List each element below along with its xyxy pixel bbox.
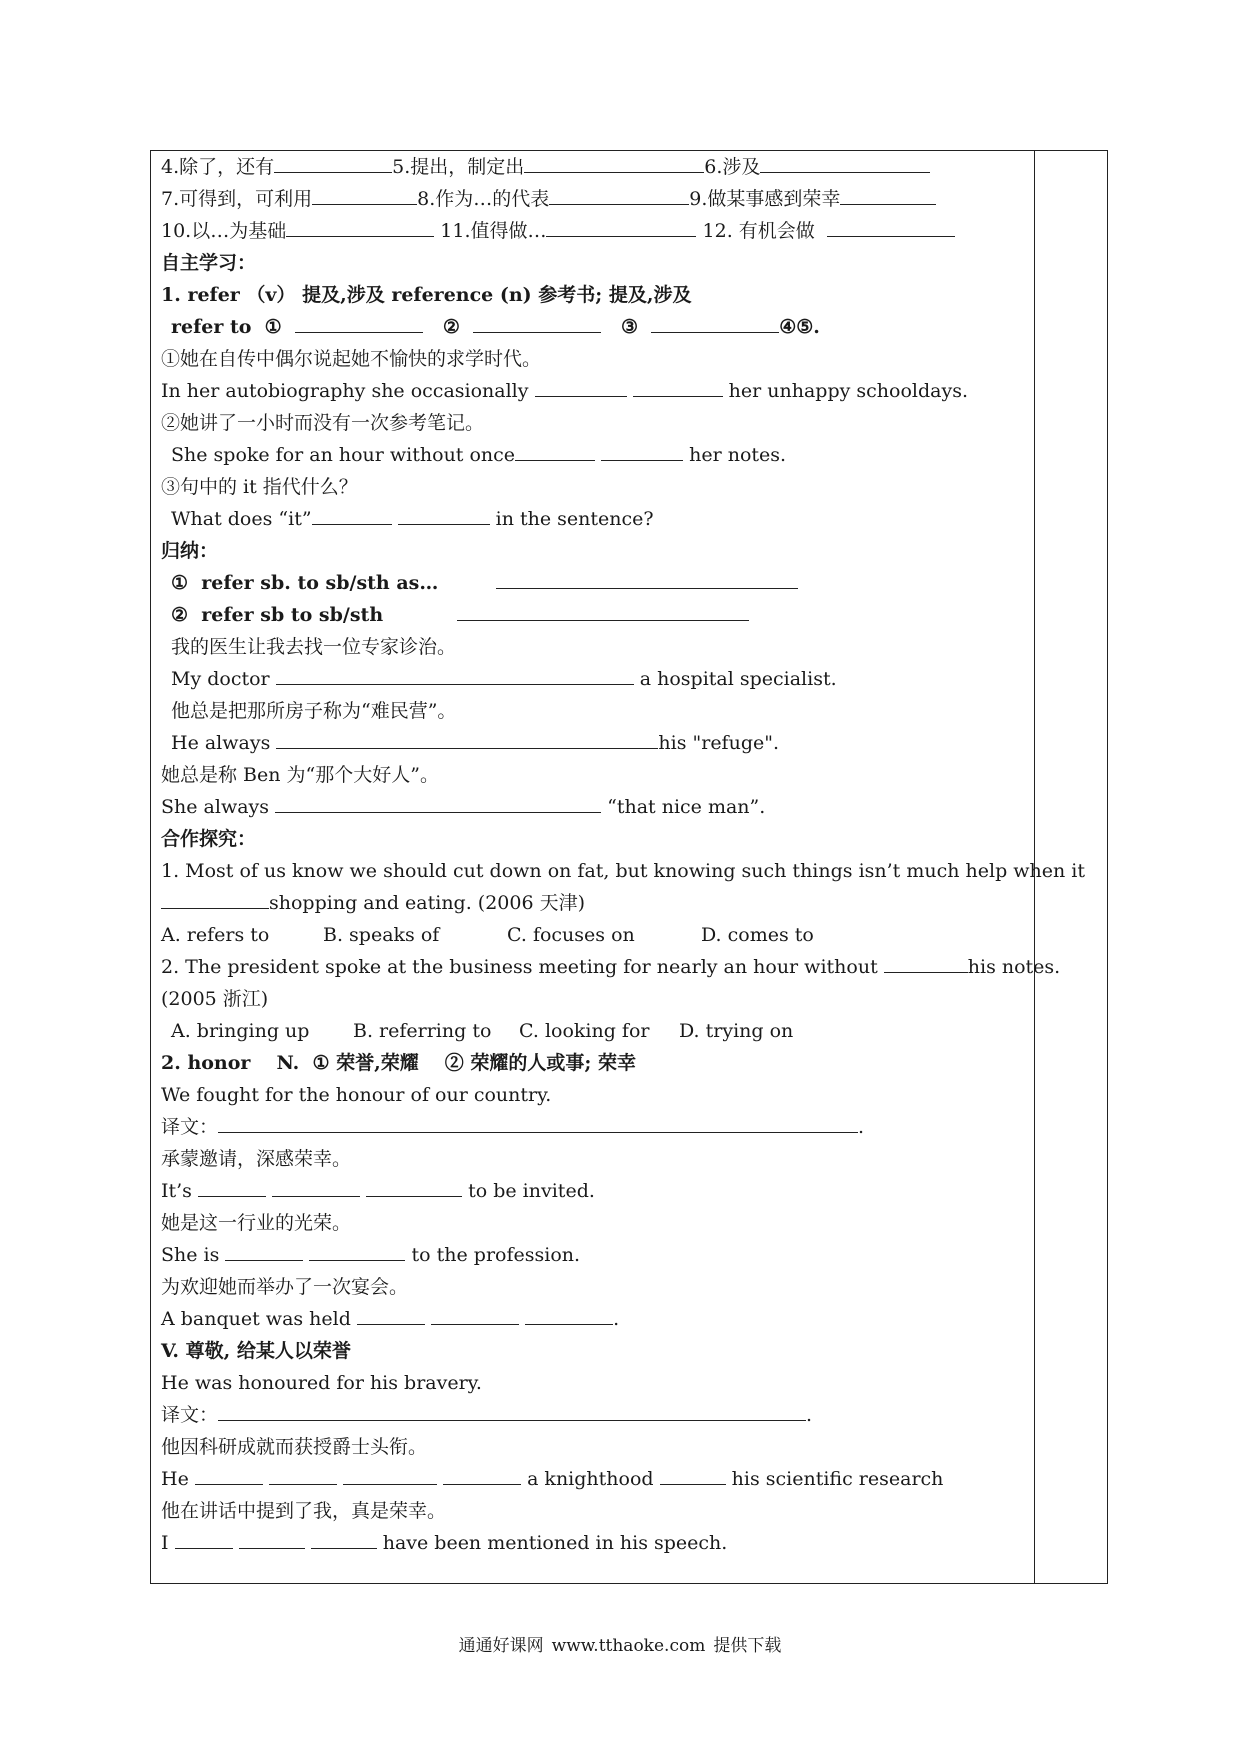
blank[interactable] [431,1307,519,1325]
honor-example-4-chinese: 为欢迎她而举办了一次宴会。 [161,1276,409,1298]
blank[interactable] [269,1467,337,1485]
circled-2: ② [442,316,460,338]
circled-3: ③ [620,316,638,338]
honor-noun-heading: 2. honor N. ① 荣誉,荣耀 ② 荣耀的人或事; 荣幸 [161,1052,636,1074]
option-d[interactable]: D. trying on [679,1020,794,1042]
section-heading-self-study: 自主学习： [161,252,257,274]
blank[interactable] [496,571,798,589]
honor-example-2-chinese: 承蒙邀请，深感荣幸。 [161,1148,352,1170]
vocab-item-8: 8.作为…的代表 [417,188,550,210]
vocab-row-3 [161,218,955,244]
blank[interactable] [660,1467,726,1485]
vocab-item-4: 4.除了，还有 [161,156,275,178]
summary-example-3-english: She always “that nice man”. [161,796,766,818]
question-1-line-2: shopping and eating. (2006 天津) [161,890,585,916]
summary-example-2-english: He always his "refuge". [171,732,780,754]
translation-line-1: 译文： . [161,1116,865,1138]
honor-example-4-english: A banquet was held . [161,1308,620,1330]
blank[interactable] [309,1243,405,1261]
refer-to-line [171,314,820,340]
blank[interactable] [312,507,392,525]
honor-verb-example-1: He was honoured for his bravery. [161,1372,482,1394]
blank[interactable] [884,955,968,973]
option-c[interactable]: C. focuses on [507,924,635,946]
blank[interactable] [549,187,689,205]
vocab-item-12: 12. 有机会做 [702,220,815,242]
summary-example-1-english: My doctor a hospital specialist. [171,668,837,690]
blank[interactable] [274,155,392,173]
option-c[interactable]: C. looking for [519,1020,650,1042]
blank[interactable] [198,1179,266,1197]
blank[interactable] [161,891,269,909]
question-2-line-1: 2. The president spoke at the business meeting for nearly an hour without his notes. [161,956,1061,978]
honor-verb-heading: V. 尊敬, 给某人以荣誉 [161,1340,351,1362]
blank[interactable] [218,1403,806,1421]
vocab-item-10: 10.以…为基础 [161,220,287,242]
section-heading-summary: 归纳： [161,540,219,562]
worksheet-table [150,150,1108,1584]
honor-verb-example-3-chinese: 他在讲话中提到了我，真是荣幸。 [161,1500,447,1522]
circled-4-5: ④⑤. [779,316,820,338]
honor-verb-example-2-chinese: 他因科研成就而获授爵士头衔。 [161,1436,428,1458]
blank[interactable] [443,1467,521,1485]
blank[interactable] [239,1531,305,1549]
blank[interactable] [515,443,595,461]
page-footer [0,1631,1240,1656]
refer-definition: 1. refer （v） 提及,涉及 reference (n) 参考书; 提及,涉及 [161,284,692,306]
blank[interactable] [272,1179,360,1197]
blank[interactable] [175,1531,233,1549]
example-2-chinese: ②她讲了一小时而没有一次参考笔记。 [161,412,485,434]
blank[interactable] [276,667,634,685]
honor-verb-example-2-english: He a knighthood his scientific research [161,1468,944,1490]
option-b[interactable]: B. referring to [353,1020,492,1042]
blank[interactable] [218,1115,858,1133]
blank[interactable] [760,155,930,173]
pattern-1: ① refer sb. to sb/sth as… [171,570,798,596]
vocab-item-11: 11.值得做… [440,220,547,242]
blank[interactable] [275,795,601,813]
vocab-row-1 [161,154,930,180]
blank[interactable] [633,379,723,397]
vocab-item-9: 9.做某事感到荣幸 [689,188,841,210]
vocab-item-5: 5.提出，制定出 [392,156,525,178]
blank[interactable] [840,187,936,205]
pattern-2: ② refer sb to sb/sth [171,602,749,628]
option-a[interactable]: A. refers to [161,924,270,946]
blank[interactable] [651,315,779,333]
summary-example-1-chinese: 我的医生让我去找一位专家诊治。 [171,636,457,658]
summary-example-3-chinese: 她总是称 Ben 为“那个大好人”。 [161,764,439,786]
blank[interactable] [457,603,749,621]
blank[interactable] [473,315,601,333]
vocab-item-7: 7.可得到，可利用 [161,188,313,210]
blank[interactable] [535,379,627,397]
footer-site-name: 通通好课网 [458,1636,544,1656]
blank[interactable] [195,1467,263,1485]
honor-example-2-english: It’s to be invited. [161,1180,595,1202]
example-3-chinese: ③句中的 it 指代什么？ [161,476,358,498]
blank[interactable] [546,219,696,237]
blank[interactable] [601,443,683,461]
blank[interactable] [398,507,490,525]
honor-example-1-english: We fought for the honour of our country. [161,1084,552,1106]
honor-example-3-chinese: 她是这一行业的光荣。 [161,1212,352,1234]
circled-1: ① [264,316,282,338]
blank[interactable] [286,219,434,237]
example-2-english: She spoke for an hour without once her notes. [171,444,787,466]
summary-example-2-chinese: 他总是把那所房子称为“难民营”。 [171,700,457,722]
footer-url[interactable]: www.tthaoke.com [551,1636,706,1656]
blank[interactable] [525,1307,613,1325]
example-3-english: What does “it” in the sentence? [171,508,654,530]
question-1-line-1: 1. Most of us know we should cut down on fat, but knowing such things isn’t much help when it [161,860,1086,882]
section-heading-cooperation: 合作探究： [161,828,257,850]
example-1-chinese: ①她在自传中偶尔说起她不愉快的求学时代。 [161,348,542,370]
option-d[interactable]: D. comes to [701,924,814,946]
question-2-line-2: (2005 浙江) [161,988,269,1010]
blank[interactable] [311,1531,377,1549]
blank[interactable] [827,219,955,237]
vocab-item-6: 6.涉及 [704,156,761,178]
refer-to-label: refer to [171,316,252,338]
blank[interactable] [524,155,704,173]
option-a[interactable]: A. bringing up [171,1020,310,1042]
blank[interactable] [225,1243,303,1261]
blank[interactable] [343,1467,437,1485]
vocab-row-2 [161,186,936,212]
honor-verb-example-3-english: I have been mentioned in his speech. [161,1532,728,1554]
blank[interactable] [366,1179,462,1197]
option-b[interactable]: B. speaks of [323,924,440,946]
footer-note: 提供下载 [713,1636,782,1656]
blank[interactable] [357,1307,425,1325]
honor-example-3-english: She is to the profession. [161,1244,581,1266]
translation-line-2: 译文： . [161,1404,813,1426]
blank[interactable] [276,731,658,749]
blank[interactable] [295,315,423,333]
blank[interactable] [312,187,417,205]
example-1-english: In her autobiography she occasionally her unhappy schooldays. [161,380,968,402]
